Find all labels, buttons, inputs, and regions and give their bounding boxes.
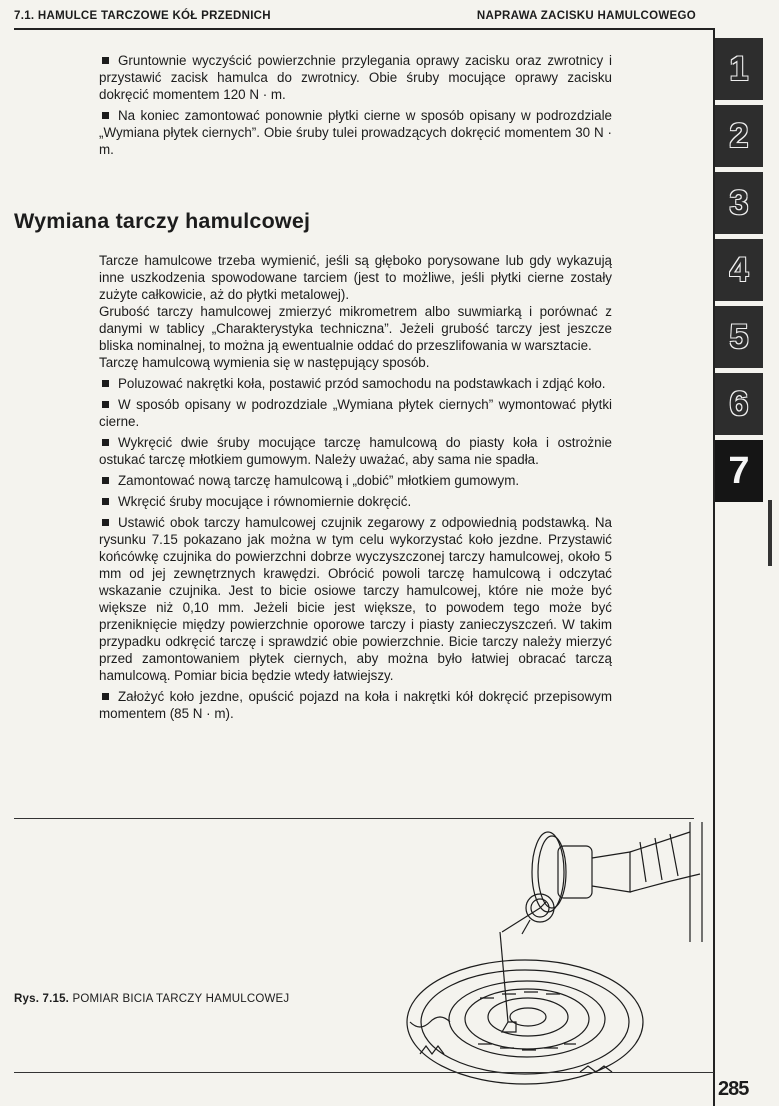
paragraph: Tarcze hamulcowe trzeba wymienić, jeśli są głęboko porysowane lub gdy wykazują inne uszkodzenia spowodowane tarciem (jest to możliwe, jeśli płytki cierne zostały zużyte całkowicie, aż do płytki metalowej). <box>99 253 612 302</box>
page-number: 285 <box>718 1078 749 1100</box>
section-title: Wymiana tarczy hamulcowej <box>14 209 311 233</box>
header-rule <box>14 28 714 30</box>
chapter-tab[interactable]: 1 <box>715 38 763 100</box>
step: W sposób opisany w podrozdziale „Wymiana płytek ciernych” wymontować płytki cierne. <box>99 397 612 429</box>
header-topic: NAPRAWA ZACISKU HAMULCOWEGO <box>476 10 696 22</box>
paragraph: Grubość tarczy hamulcowej zmierzyć mikrometrem albo suwmiarką i porównać z danymi w tablicy „Charakterystyka techniczna”. Jeżeli grubość tarczy jest jeszcze bliska nominalnej, to można ją ewentualnie oddać do przeszlifowania w warsztacie. <box>99 304 612 353</box>
wheel-runout-illustration <box>390 822 712 1090</box>
chapter-tab[interactable]: 3 <box>715 172 763 234</box>
step: Zamontować nową tarczę hamulcową i „dobić” młotkiem gumowym. <box>99 472 612 489</box>
chapter-tabs <box>715 38 771 507</box>
chapter-tab[interactable]: 5 <box>715 306 763 368</box>
paragraph: Tarczę hamulcową wymienia się w następujący sposób. <box>99 355 430 370</box>
figure-rule <box>14 818 694 819</box>
brake-disc-hub-drawing <box>532 822 702 942</box>
gauge-stand-drawing <box>500 894 554 1032</box>
figure-caption <box>14 993 289 1005</box>
running-header <box>14 10 696 34</box>
chapter-tab[interactable]: 6 <box>715 373 763 435</box>
chapter-tab[interactable]: 4 <box>715 239 763 301</box>
caption-text: POMIAR BICIA TARCZY HAMULCOWEJ <box>72 993 290 1005</box>
wheel-drawing <box>407 960 643 1084</box>
step: Wkręcić śruby mocujące i równomiernie dokręcić. <box>99 493 612 510</box>
intro-step: Gruntownie wyczyścić powierzchnie przylegania oprawy zacisku oraz zwrotnicy i przystawić zacisk hamulca do zwrotnicy. Obie śruby mocujące oprawy zacisku dokręcić momentem 120 N · m. <box>99 53 612 102</box>
section-body <box>99 252 612 722</box>
intro-step: Na koniec zamontować ponownie płytki cierne w sposób opisany w podrozdziale „Wymiana płytek ciernych”. Obie śruby tulei prowadzących dokręcić momentem 30 N · m. <box>99 108 612 157</box>
step: Ustawić obok tarczy hamulcowej czujnik zegarowy z odpowiednią podstawką. Na rysunku 7.15 pokazano jak można w tym celu wykorzystać koło jezdne. Przystawić końcówkę czujnika do powierzchni dobrze wyczyszczonej tarczy hamulcowej, około 5 mm od jej zewnętrznych krawędzi. Obrócić powoli tarczę hamulcową i odczytać wskazanie czujnika. Jest to bicie osiowe tarczy hamulcowej, które nie może być większe niż 0,10 mm. Jeżeli bicie jest większe, to powodem tego może być przeniknięcie między powierzchnie oporowe tarczy i piasty zanieczyszczeń. W takim przypadku odkręcić tarczę i sprawdzić obie powierzchnie. Bicie tarczy należy mierzyć przed zamontowaniem płytek ciernych, aby można było łatwiej obracać tarczą hamulcową. Pomiar bicia będzie wtedy łatwiejszy. <box>99 515 612 683</box>
chapter-tab-active[interactable]: 7 <box>715 440 763 502</box>
step: Wykręcić dwie śruby mocujące tarczę hamulcową do piasty koła i ostrożnie ostukać tarczę młotkiem gumowym. Należy uważać, aby sama nie spadła. <box>99 435 612 467</box>
caption-label: Rys. 7.15. <box>14 993 70 1005</box>
chapter-tab[interactable]: 2 <box>715 105 763 167</box>
tab-edge-mark <box>768 500 772 566</box>
step: Założyć koło jezdne, opuścić pojazd na koła i nakrętki kół dokręcić przepisowym momentem (85 N · m). <box>99 689 612 721</box>
footer-rule <box>14 1072 714 1073</box>
intro-block <box>99 52 612 158</box>
header-chapter: 7.1. HAMULCE TARCZOWE KÓŁ PRZEDNICH <box>14 10 271 22</box>
step: Poluzować nakrętki koła, postawić przód samochodu na podstawkach i zdjąć koło. <box>99 375 612 392</box>
